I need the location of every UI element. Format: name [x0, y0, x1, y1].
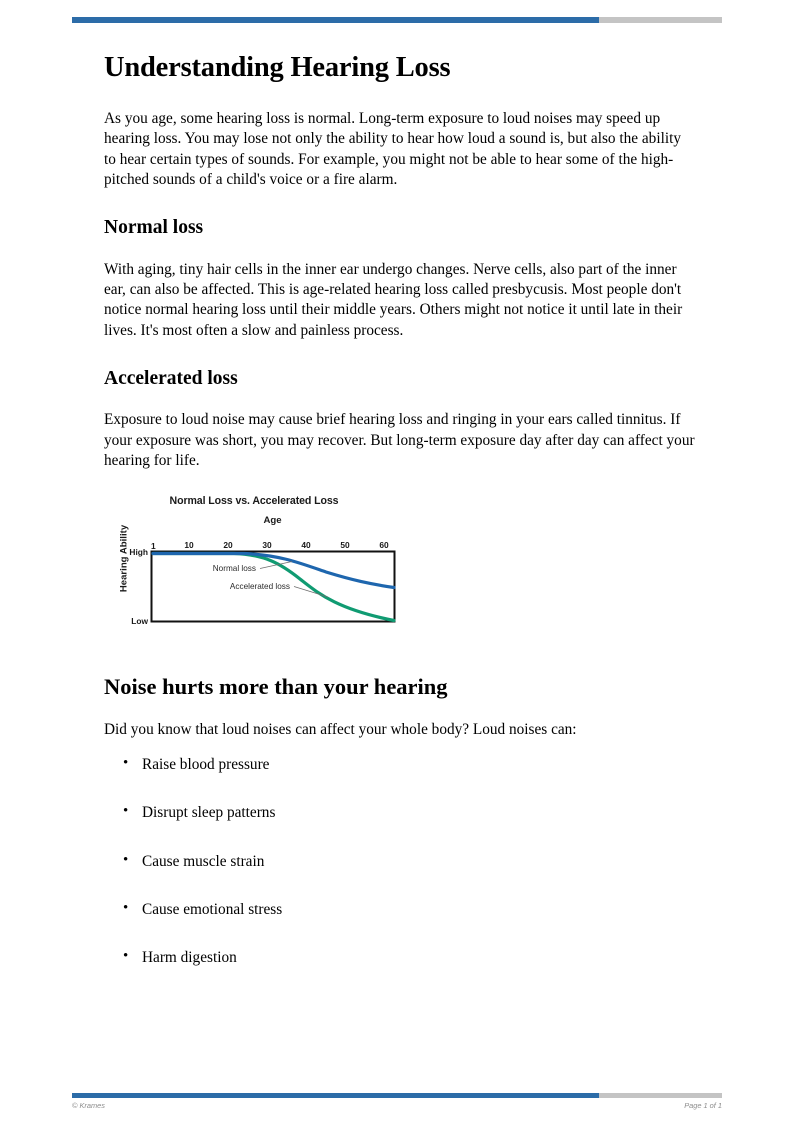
- header-rule: [72, 17, 722, 23]
- chart-xtick-40: 40: [301, 540, 311, 551]
- chart-y-axis-label: Hearing Ability: [118, 525, 130, 593]
- document-body: [104, 52, 696, 997]
- section-body-noise-hurts: Did you know that loud noises can affect your whole body? Loud noises can:: [104, 721, 577, 739]
- section-heading-accelerated-loss: Accelerated loss: [104, 368, 238, 390]
- list-item: • Cause emotional stress: [142, 900, 696, 920]
- footer-rule: [72, 1093, 722, 1098]
- chart-xtick-20: 20: [223, 540, 233, 551]
- footer: [72, 1101, 722, 1110]
- page-title: Understanding Hearing Loss: [104, 52, 451, 83]
- section-heading-noise-hurts: Noise hurts more than your hearing: [104, 674, 448, 700]
- chart-xtick-10: 10: [184, 540, 194, 551]
- chart-x-axis-label: Age: [263, 515, 282, 527]
- noise-effects-list: [104, 755, 696, 969]
- chart-x-tick-labels: [151, 540, 389, 551]
- footer-rule-gray-segment: [599, 1093, 722, 1098]
- chart-xtick-30: 30: [262, 540, 272, 551]
- chart-ytick-low: Low: [131, 616, 148, 627]
- section-body-accelerated-loss: Exposure to loud noise may cause brief hearing loss and ringing in your ears called tinnitus. If your exposure was short, you may recover. But long-term exposure day after day can affect your hearing for life.: [104, 411, 695, 470]
- list-item: • Raise blood pressure: [142, 755, 696, 775]
- chart-title: Normal Loss vs. Accelerated Loss: [169, 495, 339, 508]
- header-rule-gray-segment: [599, 17, 722, 23]
- section-heading-normal-loss: Normal loss: [104, 217, 204, 239]
- footer-copyright: © Krames: [72, 1101, 105, 1110]
- footer-page-number: Page 1 of 1: [684, 1101, 722, 1110]
- hearing-loss-chart: [104, 493, 404, 633]
- annotation-normal-loss: Normal loss: [212, 564, 256, 574]
- annotation-accelerated-loss: Accelerated loss: [229, 582, 290, 592]
- section-body-normal-loss: With aging, tiny hair cells in the inner ear undergo changes. Nerve cells, also part of the inner ear, can also be affected. This is age-related hearing loss called presbycusis. Most people don't notice normal hearing loss until their middle years. Others might not notice it until late in their lives. It's most often a slow and painless process.: [104, 260, 683, 339]
- intro-paragraph: As you age, some hearing loss is normal. Long-term exposure to loud noises may speed up hearing loss. You may lose not only the ability to hear how loud a sound is, but also the ability to hear certain types of sounds. For example, you might not be able to hear some of the high-pitched sounds of a child's voice or a fire alarm.: [104, 109, 681, 188]
- list-item: • Disrupt sleep patterns: [142, 803, 696, 823]
- chart-xtick-1: 1: [151, 541, 156, 552]
- list-item: • Cause muscle strain: [142, 852, 696, 872]
- list-item: • Harm digestion: [142, 948, 696, 968]
- chart-y-tick-labels: [129, 547, 148, 626]
- chart-ytick-high: High: [129, 547, 148, 558]
- chart-xtick-60: 60: [379, 540, 389, 551]
- chart-plot-area: [104, 493, 404, 633]
- chart-xtick-50: 50: [340, 540, 350, 551]
- footer-rule-blue-segment: [72, 1093, 599, 1098]
- header-rule-blue-segment: [72, 17, 599, 23]
